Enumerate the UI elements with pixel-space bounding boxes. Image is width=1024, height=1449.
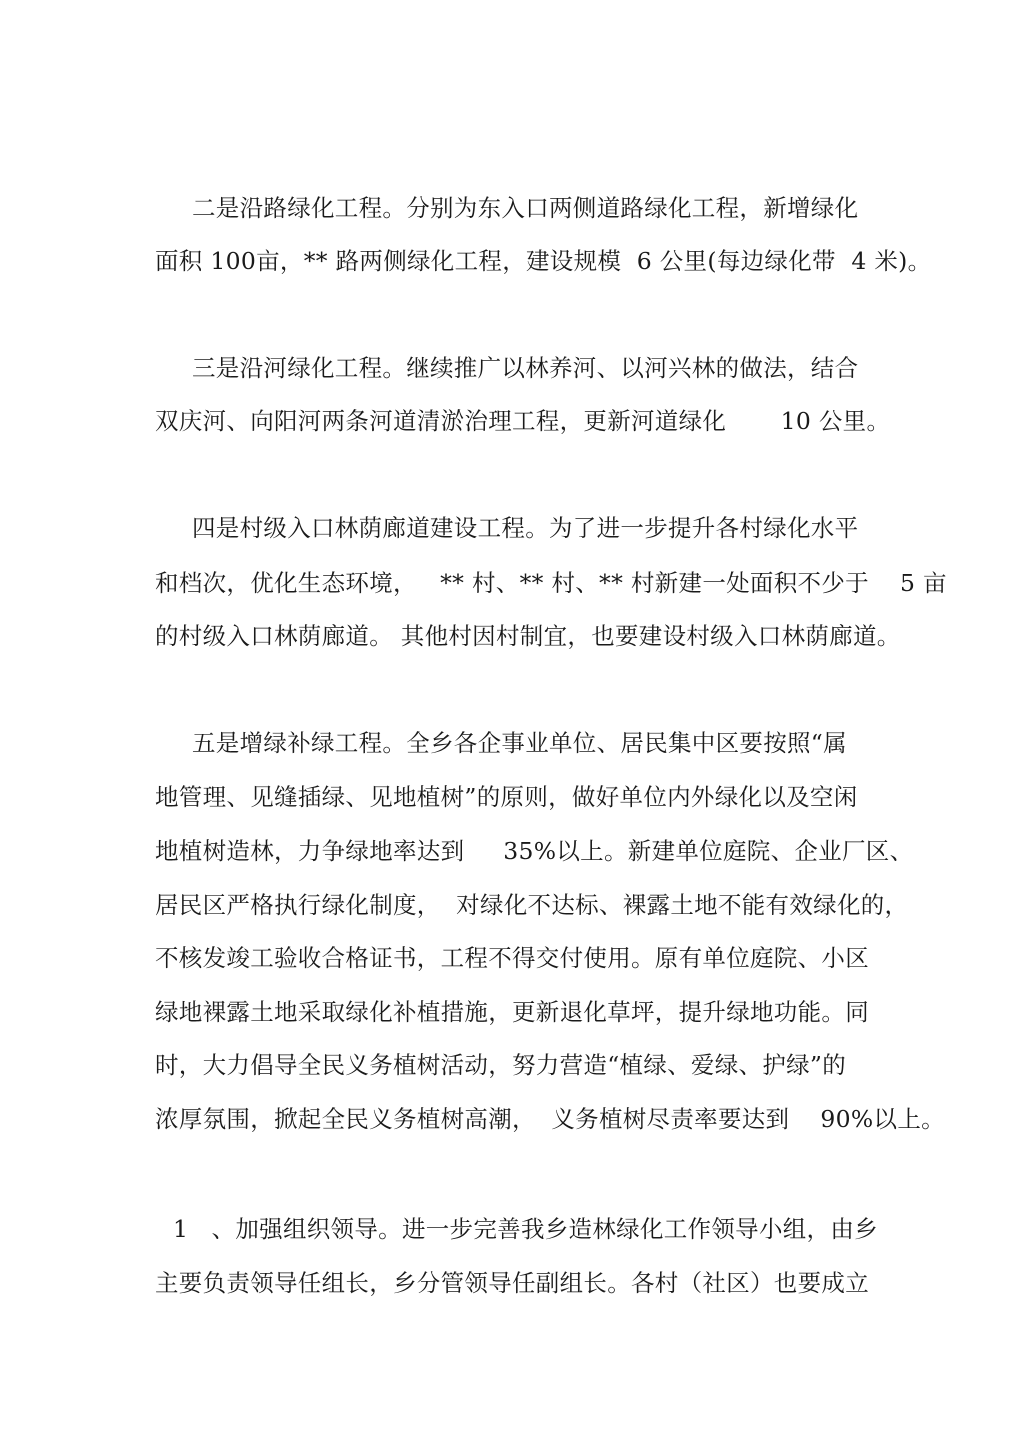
p2-line-1: 二是沿路绿化工程。分别为东入口两侧道路绿化工程，新增绿化 bbox=[192, 194, 859, 222]
p5-line-6: 绿地裸露土地采取绿化补植措施，更新退化草坪，提升绿地功能。同 bbox=[155, 998, 869, 1026]
p6-line-2: 主要负责领导任组长，乡分管领导任副组长。各村（社区）也要成立 bbox=[155, 1269, 869, 1297]
p5-line-7: 时，大力倡导全民义务植树活动，努力营造“植绿、爱绿、护绿”的 bbox=[155, 1051, 847, 1079]
p6-line-1: 1 、加强组织领导。进一步完善我乡造林绿化工作领导小组，由乡 bbox=[173, 1215, 878, 1243]
p5-line-4: 居民区严格执行绿化制度， 对绿化不达标、裸露土地不能有效绿化的， bbox=[155, 891, 909, 919]
p4-line-2: 和档次，优化生态环境， ** 村、** 村、** 村新建一处面积不少于 5 亩 bbox=[155, 569, 947, 597]
p3-line-2: 双庆河、向阳河两条河道清淤治理工程，更新河道绿化 10 公里。 bbox=[155, 407, 891, 435]
p2-line-2: 面积 100亩，** 路两侧绿化工程，建设规模 6 公里(每边绿化带 4 米)。 bbox=[155, 247, 932, 275]
p5-line-5: 不核发竣工验收合格证书，工程不得交付使用。原有单位庭院、小区 bbox=[155, 944, 869, 972]
p4-line-3: 的村级入口林荫廊道。 其他村因村制宜，也要建设村级入口林荫廊道。 bbox=[155, 622, 901, 650]
p3-line-1: 三是沿河绿化工程。继续推广以林养河、以河兴林的做法，结合 bbox=[192, 354, 859, 382]
p5-line-3: 地植树造林，力争绿地率达到 35%以上。新建单位庭院、企业厂区、 bbox=[155, 837, 914, 865]
p4-line-1: 四是村级入口林荫廊道建设工程。为了进一步提升各村绿化水平 bbox=[192, 514, 859, 542]
p5-line-2: 地管理、见缝插绿、见地植树”的原则，做好单位内外绿化以及空闲 bbox=[155, 783, 858, 811]
p5-line-1: 五是增绿补绿工程。全乡各企事业单位、居民集中区要按照“属 bbox=[192, 729, 847, 757]
p5-line-8: 浓厚氛围，掀起全民义务植树高潮， 义务植树尽责率要达到 90%以上。 bbox=[155, 1105, 945, 1133]
